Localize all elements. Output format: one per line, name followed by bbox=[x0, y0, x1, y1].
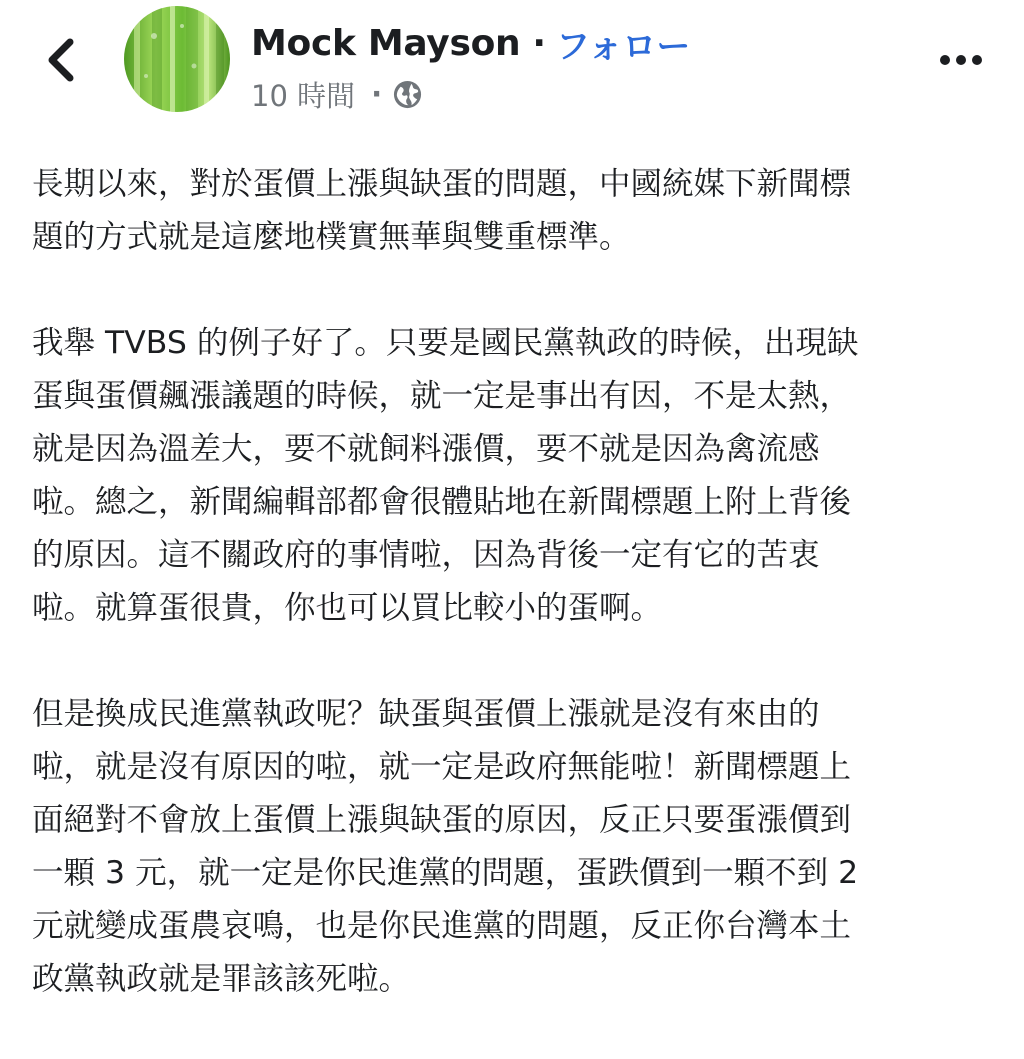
post-body bbox=[32, 158, 994, 1059]
separator-dot: · bbox=[532, 22, 547, 64]
text-line: 蛋與蛋價飆漲議題的時候，就一定是事出有因，不是太熱， bbox=[32, 378, 852, 414]
meta-separator-dot: · bbox=[371, 77, 383, 111]
post-meta bbox=[251, 74, 423, 114]
text-line: 的原因。這不關政府的事情啦，因為背後一定有它的苦衷 bbox=[32, 537, 820, 573]
chevron-left-icon bbox=[38, 34, 86, 86]
text-line: 長期以來，對於蛋價上漲與缺蛋的問題，中國統媒下新聞標 bbox=[32, 166, 852, 202]
post-timestamp[interactable]: 10 時間 bbox=[251, 78, 356, 113]
author-line bbox=[251, 18, 690, 68]
text-line: 啦，就是沒有原因的啦，就一定是政府無能啦！新聞標題上 bbox=[32, 749, 852, 785]
text-line: 一顆 3 元，就一定是你民進黨的問題，蛋跌價到一顆不到 2 bbox=[32, 855, 859, 891]
text-line: 但是換成民進黨執政呢？缺蛋與蛋價上漲就是沒有來由的 bbox=[32, 696, 820, 732]
avatar[interactable] bbox=[124, 6, 230, 112]
back-button[interactable] bbox=[38, 34, 86, 86]
text-line: 啦。就算蛋很貴，你也可以買比較小的蛋啊。 bbox=[32, 590, 663, 626]
text-line: 面絕對不會放上蛋價上漲與缺蛋的原因，反正只要蛋漲價到 bbox=[32, 802, 852, 838]
bamboo-avatar-image bbox=[124, 6, 230, 112]
text-line: 啦。總之，新聞編輯部都會很體貼地在新聞標題上附上背後 bbox=[32, 484, 852, 520]
text-line: 就是因為溫差大，要不就飼料漲價，要不就是因為禽流感 bbox=[32, 431, 820, 467]
text-line: 元就變成蛋農哀鳴，也是你民進黨的問題，反正你台灣本土 bbox=[32, 908, 852, 944]
text-line: 我舉 TVBS 的例子好了。只要是國民黨執政的時候，出現缺 bbox=[32, 325, 859, 361]
follow-button[interactable]: フォロー bbox=[556, 26, 691, 67]
post-header bbox=[0, 0, 1024, 130]
more-horizontal-icon bbox=[936, 40, 986, 80]
author-name[interactable]: Mock Mayson bbox=[251, 22, 521, 64]
post-paragraph bbox=[32, 158, 994, 264]
more-options-button[interactable] bbox=[936, 40, 986, 80]
post-paragraph bbox=[32, 688, 994, 1006]
globe-icon[interactable] bbox=[392, 79, 423, 110]
post-paragraph bbox=[32, 317, 994, 635]
text-line: 政黨執政就是罪該該死啦。 bbox=[32, 961, 411, 997]
text-line: 題的方式就是這麼地樸實無華與雙重標準。 bbox=[32, 219, 631, 255]
